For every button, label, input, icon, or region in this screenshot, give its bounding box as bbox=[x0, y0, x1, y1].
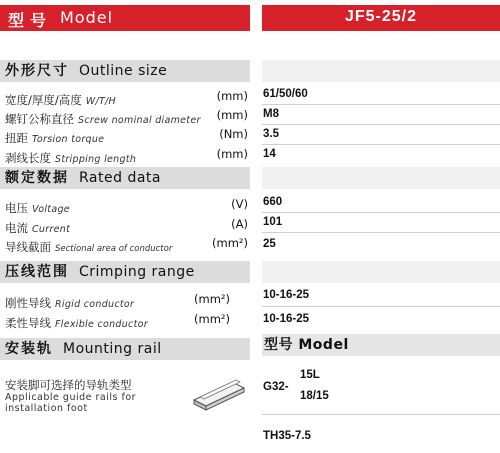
rated-value: 25 bbox=[263, 238, 276, 250]
rated-row bbox=[5, 217, 250, 233]
section-crimping-range bbox=[0, 261, 250, 283]
divider bbox=[262, 232, 500, 233]
rated-row bbox=[5, 236, 250, 252]
right-panel-crimping-header bbox=[262, 261, 500, 283]
crimping-row-unit: (mm²) bbox=[194, 292, 230, 306]
outline-row bbox=[5, 127, 250, 143]
divider bbox=[262, 212, 500, 213]
rail-desc-en-2: installation foot bbox=[5, 403, 88, 414]
crimping-value: 10-16-25 bbox=[263, 313, 310, 325]
right-panel-rated-header bbox=[262, 167, 500, 189]
outline-row-label-zh: 宽度/厚度/高度 bbox=[5, 93, 82, 107]
right-panel-outline-header bbox=[262, 60, 500, 82]
rated-row-label-en: Sectional area of conductor bbox=[55, 244, 173, 254]
section-outline-size bbox=[0, 60, 250, 82]
rail-th35: TH35-7.5 bbox=[263, 430, 311, 442]
divider bbox=[262, 124, 500, 125]
crimping-row-label-en: Rigid conductor bbox=[55, 299, 135, 310]
section-rated-data bbox=[0, 167, 250, 189]
outline-row-label-zh: 螺钉公称直径 bbox=[5, 112, 74, 126]
rail-model-header bbox=[262, 334, 500, 356]
rated-title-en: Rated data bbox=[79, 170, 161, 186]
outline-row-unit: (mm) bbox=[216, 89, 248, 103]
outline-row-unit: (mm) bbox=[216, 147, 248, 161]
crimping-value: 10-16-25 bbox=[263, 289, 310, 301]
rated-value: 660 bbox=[263, 196, 283, 208]
rated-row-label-zh: 电流 bbox=[5, 221, 28, 235]
divider bbox=[262, 414, 500, 415]
divider bbox=[262, 144, 500, 145]
crimping-title-zh: 压线范围 bbox=[5, 264, 69, 280]
rated-row-label-zh: 电压 bbox=[5, 201, 28, 215]
model-value: JF5-25/2 bbox=[344, 8, 418, 25]
rail-title-zh: 安装轨 bbox=[5, 341, 53, 357]
rail-model-title: 型号 Model bbox=[264, 337, 349, 353]
rail-g32-option-1: 15L bbox=[300, 369, 320, 381]
outline-value: 61/50/60 bbox=[263, 88, 308, 100]
outline-row-label-en: Screw nominal diameter bbox=[78, 115, 201, 126]
model-header-left bbox=[0, 5, 250, 31]
rated-title-zh: 额定数据 bbox=[5, 170, 69, 186]
model-label-zh: 型号 bbox=[8, 11, 53, 30]
outline-title-zh: 外形尺寸 bbox=[5, 63, 69, 79]
crimping-row-unit: (mm²) bbox=[194, 312, 230, 326]
divider bbox=[262, 306, 500, 307]
rail-title-en: Mounting rail bbox=[63, 341, 162, 357]
outline-value: 14 bbox=[263, 148, 276, 160]
outline-row bbox=[5, 89, 250, 105]
rail-desc-en-1: Applicable guide rails for bbox=[5, 392, 137, 403]
outline-row-label-zh: 扭距 bbox=[5, 131, 28, 145]
outline-row bbox=[5, 147, 250, 163]
rated-row-unit: (A) bbox=[231, 217, 248, 231]
rated-row-label-en: Current bbox=[32, 224, 71, 235]
outline-row-label-zh: 剥线长度 bbox=[5, 151, 51, 165]
outline-row bbox=[5, 108, 250, 124]
rated-row-unit: (mm²) bbox=[212, 236, 248, 250]
crimping-row-label-en: Flexible conductor bbox=[55, 319, 148, 330]
crimping-row bbox=[5, 292, 230, 308]
din-rail-icon bbox=[188, 378, 248, 414]
rail-desc-zh: 安装脚可选择的导轨类型 bbox=[5, 378, 132, 392]
model-header-right bbox=[262, 5, 500, 31]
crimping-row-label-zh: 刚性导线 bbox=[5, 296, 51, 310]
rail-g32-prefix: G32- bbox=[263, 381, 289, 393]
crimping-title-en: Crimping range bbox=[79, 264, 195, 280]
rated-row bbox=[5, 197, 250, 213]
rated-value: 101 bbox=[263, 216, 283, 228]
model-label-en: Model bbox=[60, 8, 114, 27]
section-mounting-rail bbox=[0, 338, 250, 360]
outline-value: 3.5 bbox=[263, 128, 279, 140]
crimping-row-label-zh: 柔性导线 bbox=[5, 316, 51, 330]
outline-title-en: Outline size bbox=[79, 63, 168, 79]
rail-g32-option-2: 18/15 bbox=[300, 390, 329, 402]
outline-row-label-en: Torsion torque bbox=[32, 134, 105, 145]
outline-row-unit: (Nm) bbox=[219, 127, 248, 141]
outline-value: M8 bbox=[263, 108, 279, 120]
outline-row-label-en: W/T/H bbox=[85, 96, 116, 107]
outline-row-unit: (mm) bbox=[216, 108, 248, 122]
crimping-row bbox=[5, 312, 230, 328]
rated-row-label-en: Voltage bbox=[32, 204, 70, 215]
rated-row-unit: (V) bbox=[231, 197, 248, 211]
divider bbox=[262, 104, 500, 105]
rated-row-label-zh: 导线截面 bbox=[5, 240, 51, 254]
outline-row-label-en: Stripping length bbox=[55, 154, 137, 165]
